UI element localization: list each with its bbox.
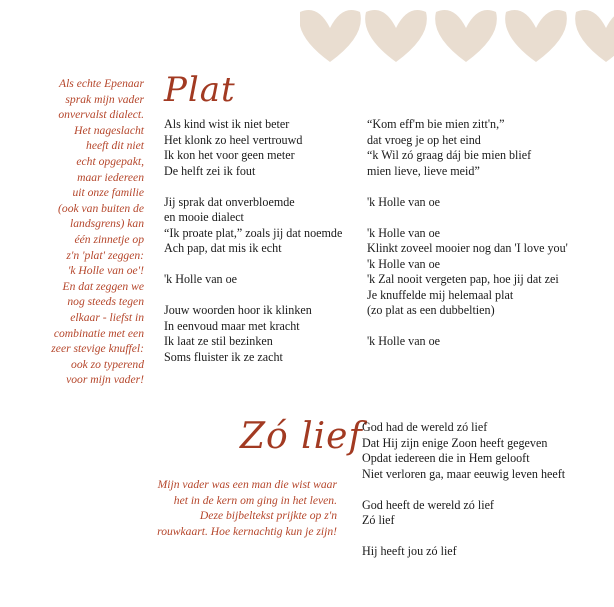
poem-line: In eenvoud maar met kracht [164, 318, 300, 333]
side-note [22, 76, 144, 388]
poem-line [367, 319, 568, 335]
poem-line [362, 482, 565, 498]
caption-line: Mijn vader was een man die wist waar [157, 478, 337, 491]
side-note-line: maar iedereen [77, 170, 144, 184]
poem-line: Het klonk zo heel vertrouwd [164, 132, 303, 147]
poem-line [362, 529, 565, 545]
side-note-line: Het nageslacht [74, 123, 144, 137]
poem-line: 'k Holle van oe [367, 225, 441, 240]
poem-title-plat: Plat [164, 70, 236, 110]
side-note-line: En dat zeggen we [62, 279, 144, 293]
side-note-line: voor mijn vader! [66, 373, 144, 387]
poem-title-zo-lief: Zó lief [240, 416, 363, 457]
poem-line: 'k Holle van oe [367, 334, 441, 348]
side-note-line: uit onze familie [72, 186, 144, 200]
side-note-line: landsgrens) kan [70, 217, 144, 231]
poem-line: 'k Holle van oe [367, 256, 441, 271]
poem-line: 'k Holle van oe [164, 272, 238, 286]
poem-line [164, 257, 342, 273]
side-note-line: onvervalst dialect. [58, 108, 144, 122]
caption-zo-lief [117, 477, 337, 539]
poem-line: Zó lief [362, 513, 395, 527]
heart-icon [505, 10, 567, 62]
poem-line: Ach pap, dat mis ik echt [164, 241, 282, 255]
poem-plat-column-1 [164, 117, 342, 365]
side-note-line: (ook van buiten de [58, 201, 144, 215]
poem-zo-lief-text [362, 420, 565, 560]
poem-line: en mooie dialect [164, 210, 244, 224]
hearts-decoration [300, 6, 614, 64]
poem-line: “Kom eff'm bie mien zitt'n,” [367, 117, 505, 131]
poem-line: Ik laat ze stil bezinken [164, 334, 273, 348]
heart-icon [435, 10, 497, 62]
caption-line: Deze bijbeltekst prijkte op z'n [199, 509, 337, 523]
side-note-line: Als echte Epenaar [59, 77, 144, 90]
poem-line: Je knuffelde mij helemaal plat [367, 287, 514, 302]
poem-line: mien lieve, lieve meid” [367, 163, 480, 178]
poem-line: Opdat iedereen die in Hem gelooft [362, 451, 530, 465]
poem-line: God had de wereld zó lief [362, 420, 488, 434]
side-note-line: 'k Holle van oe'! [67, 264, 144, 278]
side-note-line: z'n 'plat' zeggen: [66, 248, 144, 262]
poem-line: 'k Zal nooit vergeten pap, hoe jij dat zei [367, 272, 559, 286]
poem-line: Niet verloren ga, maar eeuwig leven heeft [362, 466, 566, 481]
poem-line [164, 179, 342, 195]
poem-line [367, 210, 568, 226]
poem-line: Ik kon het voor geen meter [164, 148, 295, 162]
side-note-line: heeft dit niet [86, 139, 144, 153]
poem-line: De helft zei ik fout [164, 163, 256, 178]
side-note-line: sprak mijn vader [65, 92, 144, 106]
poem-line: “k Wil zó graag dáj bie mien blief [367, 148, 532, 162]
side-note-line: echt opgepakt, [76, 154, 144, 168]
poem-line: God heeft de wereld zó lief [362, 497, 494, 512]
side-note-line: combinatie met een [53, 326, 144, 340]
side-note-line: zeer stevige knuffel: [51, 342, 144, 356]
poem-line: (zo plat as een dubbeltien) [367, 303, 495, 317]
poem-line: “Ik proate plat,” zoals jij dat noemde [164, 225, 343, 240]
poem-plat-column-2 [367, 117, 568, 350]
poem-line [367, 179, 568, 195]
poem-line: Als kind wist ik niet beter [164, 117, 290, 131]
poem-line: dat vroeg je op het eind [367, 132, 481, 147]
side-note-line: één zinnetje op [74, 232, 144, 246]
heart-icon [575, 10, 614, 62]
side-note-line: elkaar - liefst in [70, 310, 144, 324]
poem-line: Soms fluister ik ze zacht [164, 349, 283, 364]
caption-line: rouwkaart. Hoe kernachtig kun je zijn! [157, 524, 337, 538]
heart-icons [300, 6, 614, 64]
poem-line: Jouw woorden hoor ik klinken [164, 303, 312, 317]
poem-line [164, 288, 342, 304]
poem-line: Hij heeft jou zó lief [362, 544, 457, 558]
heart-icon [300, 10, 361, 62]
poem-line: Jij sprak dat onverbloemde [164, 194, 295, 209]
poem-line: Dat Hij zijn enige Zoon heeft gegeven [362, 435, 548, 450]
poem-line: Klinkt zoveel mooier nog dan 'I love you' [367, 241, 568, 255]
poem-line: 'k Holle van oe [367, 194, 441, 209]
side-note-line: nog steeds tegen [67, 295, 144, 309]
caption-line: het in de kern om ging in het leven. [173, 493, 337, 507]
heart-icon [365, 10, 427, 62]
side-note-line: ook zo typerend [71, 357, 144, 371]
